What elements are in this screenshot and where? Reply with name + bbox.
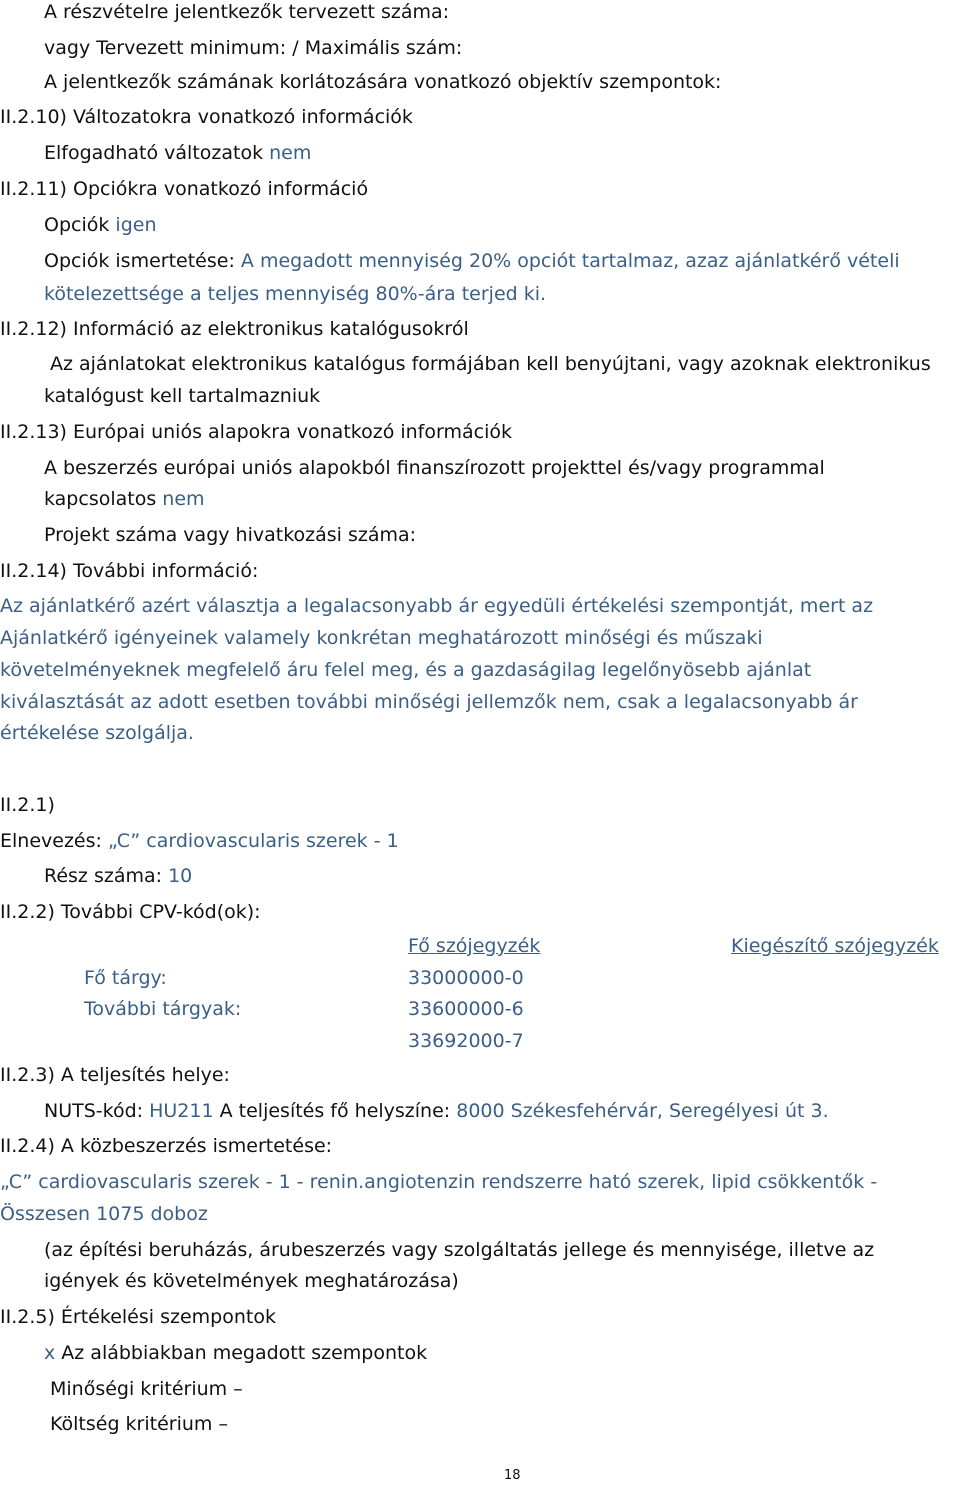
description-note-line-2: igények és követelmények meghatározása) [44,1270,459,1292]
options-desc-line-1 [44,250,900,272]
eu-line-1: A beszerzés európai uniós alapokból finanszírozott projekttel és/vagy programmal [44,457,825,479]
evaluation-heading: II.2.5) Értékelési szempontok [0,1306,276,1328]
variants-heading: II.2.10) Változatokra vonatkozó információk [0,106,413,128]
further-info-line-2: Ajánlatkérő igényeinek valamely konkrétan meghatározott minőségi és műszaki [0,627,763,649]
place-value: 8000 Székesfehérvár, Seregélyesi út 3. [456,1100,829,1122]
description-note-line-1: (az építési beruházás, árubeszerzés vagy szolgáltatás jellege és mennyisége, illetve az [44,1239,875,1261]
options-heading: II.2.11) Opciókra vonatkozó információ [0,178,369,200]
evaluation-text: Az alábbiakban megadott szempontok [61,1342,428,1364]
ecat-heading: II.2.12) Információ az elektronikus katalógusokról [0,318,469,340]
section-heading: II.2.1) [0,794,55,816]
min-max-line: vagy Tervezett minimum: / Maximális szám: [44,37,463,59]
place-heading: II.2.3) A teljesítés helye: [0,1064,230,1086]
name-label: Elnevezés: [0,830,102,852]
further-info-line-3: követelményeknek megfelelő áru felel meg, és a gazdaságilag legelőnyösebb ajánlat [0,659,812,681]
part-label: Rész száma: [44,865,163,887]
participants-planned: A részvételre jelentkezők tervezett száma: [44,1,450,23]
nuts-line [44,1100,829,1122]
options-line [44,214,157,236]
nuts-label: NUTS-kód: [44,1100,144,1122]
part-value: 10 [168,865,193,887]
ecat-line-1: Az ajánlatokat elektronikus katalógus formájában kell benyújtani, vagy azoknak elektronikus [50,353,931,375]
ecat-line-2: katalógust kell tartalmazniuk [44,385,321,407]
variants-value: nem [269,142,312,164]
cpv-further-code-1: 33600000-6 [408,998,524,1020]
project-number-line: Projekt száma vagy hivatkozási száma: [44,524,417,546]
options-label: Opciók [44,214,110,236]
further-info-line-5: értékelése szolgálja. [0,722,194,744]
description-line-1: „C” cardiovascularis szerek - 1 - renin.angiotenzin rendszerre ható szerek, lipid csökkentők - [0,1171,878,1193]
cpv-main-code: 33000000-0 [408,967,524,989]
further-info-line-4: kiválasztását az adott esetben további minőségi jellemzők nem, csak a legalacsonyabb ár [0,691,858,713]
variants-label: Elfogadható változatok [44,142,264,164]
place-label: A teljesítés fő helyszíne: [219,1100,451,1122]
description-heading: II.2.4) A közbeszerzés ismertetése: [0,1135,333,1157]
evaluation-line [44,1342,427,1364]
options-desc-text-1: A megadott mennyiség 20% opciót tartalmaz, azaz ajánlatkérő vételi [240,250,900,272]
variants-line [44,142,311,164]
cpv-further-code-2: 33692000-7 [408,1030,524,1052]
options-desc-label: Opciók ismertetése: [44,250,235,272]
cpv-col-supplementary: Kiegészítő szójegyzék [731,935,939,957]
page-number: 18 [504,1468,521,1483]
further-info-heading: II.2.14) További információ: [0,560,259,582]
name-value: „C” cardiovascularis szerek - 1 [107,830,399,852]
cpv-further-label: További tárgyak: [84,998,242,1020]
eu-line-2-value: nem [162,488,205,510]
limit-criteria-line: A jelentkezők számának korlátozására vonatkozó objektív szempontok: [44,71,722,93]
description-line-2: Összesen 1075 doboz [0,1203,208,1225]
further-info-line-1: Az ajánlatkérő azért választja a legalacsonyabb ár egyedüli értékelési szempontját, mert az [0,595,874,617]
eu-line-2 [44,488,205,510]
eu-heading: II.2.13) Európai uniós alapokra vonatkozó információk [0,421,512,443]
options-desc-text-2: kötelezettsége a teljes mennyiség 80%-ára terjed ki. [44,283,547,305]
nuts-value: HU211 [149,1100,214,1122]
cost-criterion: Költség kritérium – [50,1413,228,1435]
quality-criterion: Minőségi kritérium – [50,1378,243,1400]
cpv-heading: II.2.2) További CPV-kód(ok): [0,901,261,923]
eu-line-2-label: kapcsolatos [44,488,157,510]
cpv-col-main: Fő szójegyzék [408,935,541,957]
name-line [0,830,399,852]
options-value: igen [115,214,157,236]
part-number-line [44,865,192,887]
cpv-main-label: Fő tárgy: [84,967,167,989]
evaluation-mark: x [44,1342,56,1364]
